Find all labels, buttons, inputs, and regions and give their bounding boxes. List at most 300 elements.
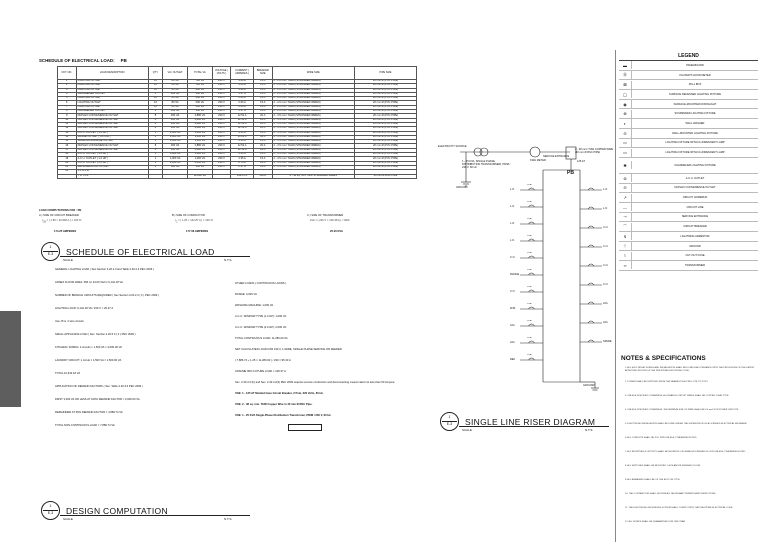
continuous-line: Sec. 2.30.4.3 (b) and Sec. 2.30.4.2(3) PEC 2009 requires service conductors and disconnecting means rated not less than 60 Ampere.: [235, 381, 396, 384]
table-cell: 600 VA: [187, 101, 212, 105]
legend-item-label: CUT-OUT FUSE: [685, 254, 705, 258]
duplex-outlet-icon: ⊖: [619, 184, 632, 192]
wall-light-icon: ⊖: [619, 125, 632, 141]
branch-load-label: L.O.: [510, 188, 515, 191]
table-cell: 8: [148, 148, 162, 152]
table-cell: 2 - 3.5 mm² THHN (STRANDED WIRES): [272, 140, 355, 144]
table-cell: 13.04 A: [231, 135, 254, 139]
legend-item: [619, 232, 758, 242]
table-cell: 12.52 A: [231, 122, 254, 126]
table-cell: 230 V: [212, 144, 231, 148]
schedule-header-cell: WIRE SIZE: [272, 67, 355, 80]
legend-item: [619, 71, 758, 81]
table-cell: 230 V: [212, 165, 231, 169]
schedule-header-row: [58, 67, 417, 80]
nts-label: N.T.S.: [224, 517, 233, 521]
branch-load-label: ACU: [510, 324, 516, 327]
kwh-meter-icon: [530, 147, 540, 157]
note-item: 1. ALL ELECTRICAL WORKS AND INSTALLATION SHALL BE DONE IN ACCORDANCE WITH THE PROVISIONS OF THE LATEST APPROVED EDITION OF THE PHILIPPINE ELECTRICAL CODE.: [625, 367, 755, 372]
table-cell: A.C.U. OUTLET ( 1.0 HP ): [76, 153, 148, 157]
legend-item: [619, 139, 758, 149]
branch-load-label: W.M.: [510, 307, 516, 310]
table-cell: 10: [148, 97, 162, 101]
branch-load-label: L.O.: [510, 222, 515, 225]
nts-label: N.T.S.: [224, 258, 233, 262]
title-underline: [459, 426, 609, 427]
table-cell: LIGHTING OUTLET: [76, 84, 148, 88]
table-cell: 20 mm Ø (PVC PIPE): [355, 92, 417, 96]
table-cell: 600 VA: [187, 105, 212, 109]
table-cell: 360 VA: [187, 110, 212, 114]
table-cell: 20 mm Ø (PVC PIPE): [355, 110, 417, 114]
table-cell: 1,000 VA: [163, 157, 188, 161]
table-cell: 2: [58, 84, 77, 88]
legend-item: [619, 61, 758, 71]
branch-load-label: REF: [510, 358, 516, 361]
table-cell: 20 A: [253, 144, 272, 148]
legend-item: [619, 242, 758, 252]
table-cell: 12.52 A: [231, 114, 254, 118]
legend-item-label: SERVICE ENTRANCE: [681, 215, 709, 219]
table-cell: 360 VA: [163, 114, 188, 118]
branch-breaker-label: 15 AT: [527, 235, 533, 237]
table-cell: 15 A: [253, 80, 272, 84]
table-cell: 19: [58, 157, 77, 161]
riser-block-title: SINGLE LINE RISER DIAGRAM: [465, 416, 596, 427]
kwh-meter-icon: Ⓜ: [619, 71, 632, 79]
detail-bubble: 1 E-3: [41, 242, 60, 261]
table-cell: 8: [148, 127, 162, 131]
table-cell: 2 - 2.0 mm² THHN (STRANDED WIRES): [272, 97, 355, 101]
legend-divider: [615, 50, 616, 542]
table-cell: 80 VA: [163, 80, 188, 84]
table-cell: 4.35 A: [231, 140, 254, 144]
branch-load-label: C.O.: [603, 245, 609, 248]
legend-title: LEGEND: [619, 53, 758, 61]
load-comp-a-title: A.) SIZE OF CIRCUIT BREAKER: [39, 214, 79, 217]
service-entrance-icon: ⊸: [619, 213, 632, 221]
continuous-line: TOTAL CONTINUOUS LOAD: 11,280.00 VA: [235, 337, 288, 340]
title-underline: [60, 515, 250, 516]
table-cell: 20 mm Ø (PVC PIPE): [355, 135, 417, 139]
surface-downlight-icon: ◉: [619, 100, 632, 108]
table-cell: DUPLEX CONVENIENCE OUTLET: [76, 148, 148, 152]
branch-load-label: ACU: [510, 341, 516, 344]
note-item: 10. THE CONTRACTOR SHALL SECURE ALL NECESSARY PERMITS AND INSPECTIONS.: [625, 493, 716, 495]
legend-item-label: SURFACE-MOUNTED DOWNLIGHT: [673, 102, 717, 106]
legend-item: [619, 261, 758, 271]
load-comp-b-title: B.) SIZE OF CONDUCTOR: [172, 214, 205, 217]
table-cell: 80 VA: [163, 88, 188, 92]
branch-breaker-label: 15 AT: [527, 201, 533, 203]
breaker-icon: ⌒: [619, 223, 632, 231]
legend-item-label: CIRCUIT LINE: [686, 205, 704, 209]
load-comp-heading: LOAD COMPUTATIONS FOR : PB: [39, 209, 82, 212]
main-breaker: 150 A: [253, 174, 272, 178]
note-item: 12. ALL WORKS SHALL BE GUARANTEED FOR ONE YEAR.: [625, 521, 686, 523]
table-cell: LIGHTING OUTLET: [76, 88, 148, 92]
table-cell: 10: [148, 105, 162, 109]
scale-label: SCALE: [63, 258, 73, 262]
legend-item-label: LIGHTING FIXTURE WITH FLUORESCENT LAMP: [665, 151, 725, 155]
continuous-line: USE: 2 - 38 sq. mm. THW Copper Wire in 40 mm Ø RSC Pipe.: [235, 403, 313, 406]
feeder-label: 2 - 38 mm² THW COPPER WIRE (40 mm Ø RSC PIPE): [575, 148, 614, 154]
table-cell: 15 A: [253, 140, 272, 144]
table-cell: 11: [58, 122, 77, 126]
table-cell: DUPLEX CONVENIENCE OUTLET: [76, 127, 148, 131]
legend-item-label: DUPLEX CONVENIENCE OUTLET: [674, 186, 716, 190]
table-cell: 20 mm Ø (PVC PIPE): [355, 148, 417, 152]
table-cell: 20 mm Ø (PVC PIPE): [355, 97, 417, 101]
legend-item-label: CIRCUIT HOMERUN: [682, 196, 708, 200]
schedule-header-cell: VA / OUTLET: [163, 67, 188, 80]
title-underline: [60, 256, 250, 257]
table-cell: 1,000 VA: [187, 140, 212, 144]
table-cell: 15 A: [253, 105, 272, 109]
table-cell: 360 VA: [163, 122, 188, 126]
table-cell: 800 VA: [187, 88, 212, 92]
table-cell: 2 - 2.0 mm² THHN (STRANDED WIRES): [272, 110, 355, 114]
table-cell: 1: [148, 140, 162, 144]
table-cell: 3: [58, 88, 77, 92]
branch-load-label: L.O.: [510, 205, 515, 208]
fluorescent-icon: ▭: [619, 139, 632, 147]
table-cell: 22: [58, 170, 77, 174]
table-cell: 18: [58, 153, 77, 157]
table-cell: 1: [148, 153, 162, 157]
load-comp-a-formula: $I_{CB}$ = [ 1.80 × 32,860 A ] × 100 %: [42, 219, 82, 224]
legend-item: [619, 158, 758, 174]
table-cell: DUPLEX CONVENIENCE OUTLET: [76, 118, 148, 122]
table-cell: 1: [58, 80, 77, 84]
table-cell: 3.48 A: [231, 88, 254, 92]
table-cell: 4.35 A: [231, 153, 254, 157]
table-cell: 2 - 3.5 mm² THHN (STRANDED WIRES): [272, 131, 355, 135]
table-cell: 2,880 VA: [187, 122, 212, 126]
table-cell: 6: [58, 101, 77, 105]
table-cell: 15 A: [253, 165, 272, 169]
note-item: 5. ELECTRICAL INSTALLATION SHALL BE DONE UNDER THE SUPERVISION OF A LICENSED ELECTRICAL ENGINEER.: [625, 423, 748, 425]
legend-item: [619, 148, 758, 158]
continuous-line: OTHER LOADS ( CONTINUOUS LOADS ): [235, 282, 287, 285]
table-cell: 1.57 A: [231, 110, 254, 114]
continuous-line: RANGE: 3,000 VA: [235, 293, 257, 296]
table-cell: 500 VA: [163, 165, 188, 169]
table-cell: 8: [148, 122, 162, 126]
table-cell: 20 A: [253, 114, 272, 118]
main-wire: 2 - 38 sq. mm. THW STRANDED WIRES: [272, 174, 355, 178]
table-cell: 20 mm Ø (PVC PIPE): [355, 122, 417, 126]
table-cell: 2 - 3.5 mm² THHN (STRANDED WIRES): [272, 127, 355, 131]
table-cell: 3,000 VA: [163, 135, 188, 139]
branch-load-label: RANGE: [510, 273, 520, 276]
table-cell: 80 VA: [163, 101, 188, 105]
panel-label: PB: [567, 170, 574, 176]
table-cell: 10: [58, 118, 77, 122]
legend-item: [619, 109, 758, 119]
note-item: 8. ALL SWITCHES SHALL BE MOUNTED 1.40 M ABOVE FINISHED FLOOR.: [625, 465, 701, 467]
table-cell: 8: [58, 110, 77, 114]
legend-item-label: TRANSFORMER: [684, 263, 706, 267]
table-cell: 4: [58, 92, 77, 96]
table-cell: 2 - 3.5 mm² THHN (STRANDED WIRES): [272, 118, 355, 122]
table-cell: 20 mm Ø (PVC PIPE): [355, 140, 417, 144]
cutout-icon: ⌇: [619, 252, 632, 260]
pull-box-icon: ⊠: [619, 81, 632, 89]
table-cell: 4.35 A: [231, 131, 254, 135]
schedule-title: SCHEDULE OF ELECTRICAL LOAD: PB: [39, 58, 127, 63]
design-line: FIRST 3,000 VA OR LESS AT 100% DEMAND FACTOR = 3,000.00 VA: [55, 398, 140, 401]
main-breaker-label: 125 AT: [577, 160, 586, 163]
legend-item-label: SURFACE RECESSED LIGHTING FIXTURE: [668, 92, 722, 96]
branch-load-label: SPARE: [603, 340, 612, 343]
legend-item-label: GROUND: [689, 244, 701, 248]
table-cell: 12.52 A: [231, 148, 254, 152]
panelboard-icon: ▬: [619, 61, 632, 69]
acu-outlet-icon: ⊜: [619, 174, 632, 182]
table-cell: 1.57 A: [231, 92, 254, 96]
table-cell: 17: [58, 148, 77, 152]
table-cell: 2.60 A: [231, 105, 254, 109]
branch-breaker-label: 15 AT: [527, 269, 533, 271]
service-entrance-label: SERVICE ENTRANCE: [543, 155, 570, 158]
table-cell: 230 V: [212, 80, 231, 84]
table-cell: 230 V: [212, 131, 231, 135]
table-cell: 12.52 A: [231, 144, 254, 148]
arrester-icon: ↯: [619, 232, 632, 240]
table-cell: 10: [148, 101, 162, 105]
ground-label: GROUND: [456, 186, 468, 189]
detail-bubble: 1 E-3: [440, 412, 459, 431]
legend-item-label: LIGHTING FIXTURE WITH FLUORESCENT LAMP: [665, 141, 725, 145]
table-cell: 230 V: [212, 97, 231, 101]
table-cell: 12: [58, 127, 77, 131]
continuous-line: ASSUME 90% FUTURE LOAD = 106.37 A: [235, 370, 286, 373]
homerun-icon: ↗: [619, 194, 632, 202]
table-cell: 20 A: [253, 118, 272, 122]
design-line: TOTAL NON-CONTINUOUS LOAD = 7,886.74 VA: [55, 424, 115, 427]
table-cell: DUPLEX CONVENIENCE OUTLET: [76, 144, 148, 148]
table-cell: 3.08 A: [231, 84, 254, 88]
table-cell: 8: [148, 144, 162, 148]
table-cell: 2 - 2.0 mm² THHN (STRANDED WIRES): [272, 101, 355, 105]
branch-load-label: ACU: [603, 302, 609, 305]
table-cell: 80 VA: [163, 97, 188, 101]
table-cell: 3,000 VA: [187, 135, 212, 139]
continuous-line: A.C.U. WINDOW TYPE (2.0 HP): 2,000 VA: [235, 326, 287, 329]
note-item: 6. ALL CONDUITS SHALL BE PVC PIPE UNLESS OTHERWISE NOTED.: [625, 437, 697, 439]
table-cell: 15 A: [253, 131, 272, 135]
table-cell: 230 V: [212, 118, 231, 122]
design-line: TOTAL 10,642.18 VA: [55, 372, 81, 375]
load-comp-b-result: 177.08 AMPERES: [186, 230, 209, 233]
legend-item-label: WALL WASHER: [685, 121, 705, 125]
schedule-body: [58, 80, 417, 175]
table-cell: 20 A: [253, 122, 272, 126]
table-cell: 2 - 3.5 mm² THHN (STRANDED WIRES): [272, 144, 355, 148]
legend-item: [619, 213, 758, 223]
design-line: APPLICATION OF DEMAND FACTORS ( Sec. Table 2.20.3.3 PEC 2009 ): [55, 385, 143, 388]
table-cell: 2.60 A: [231, 97, 254, 101]
branch-load-label: ACU: [603, 321, 609, 324]
branch-load-label: C.O.: [510, 290, 516, 293]
schedule-header-cell: BREAKER SIZE: [253, 67, 272, 80]
total-va: 32,860 VA: [187, 174, 212, 178]
table-cell: 10: [148, 88, 162, 92]
table-cell: 360 VA: [163, 92, 188, 96]
schedule-header-cell: CURRENT ( AMPERES ): [231, 67, 254, 80]
table-cell: 20 A: [253, 161, 272, 165]
table-cell: LIGHTING OUTLET: [76, 97, 148, 101]
design-line: LAUNDRY CIRCUIT: 1 circuit × 1,500 VA = 1,500.00 VA: [55, 359, 122, 362]
table-cell: 2 - 2.0 mm² THHN (STRANDED WIRES): [272, 84, 355, 88]
fluorescent-2-icon: ▭: [619, 149, 632, 157]
load-comp-a-result: 174.25 AMPERES: [54, 230, 77, 233]
legend-item: [619, 184, 758, 194]
table-cell: 2,880 VA: [187, 118, 212, 122]
schedule-total-row: [58, 174, 417, 178]
table-cell: 15 A: [253, 84, 272, 88]
legend-item: [619, 203, 758, 213]
table-cell: 230 V: [212, 122, 231, 126]
table-cell: 1: [148, 135, 162, 139]
table-cell: 2 - 3.5 mm² THHN (STRANDED WIRES): [272, 153, 355, 157]
table-cell: 12.52 A: [231, 118, 254, 122]
table-cell: 1,000 VA: [163, 140, 188, 144]
table-cell: 360 VA: [163, 148, 188, 152]
table-cell: 720 VA: [187, 80, 212, 84]
total-current: 142.87 A: [231, 174, 254, 178]
result-box: [288, 424, 322, 431]
branch-breaker-label: 15 AT: [527, 320, 533, 322]
table-cell: 2,880 VA: [187, 127, 212, 131]
table-cell: 2 - 3.5 mm² THHN (STRANDED WIRES): [272, 157, 355, 161]
table-cell: 360 VA: [163, 144, 188, 148]
table-cell: 360 VA: [163, 110, 188, 114]
table-cell: 20 A: [253, 127, 272, 131]
continuous-line: USE: 1 - 125 AT Molded Case Circuit Breaker, 2 Pole, 220 Volts, 60 Hz.: [235, 392, 324, 395]
table-cell: 2 - 3.5 mm² THHN (STRANDED WIRES): [272, 165, 355, 169]
table-cell: 230 V: [212, 84, 231, 88]
note-item: 7. ALL RECEPTACLE OUTLETS SHALL BE MOUNTED 0.30 M ABOVE FINISHED FLOOR UNLESS OTHERWISE NOTED.: [625, 451, 746, 453]
riser-diagram: [430, 130, 615, 395]
table-cell: 15: [58, 140, 77, 144]
wall-washer-icon: ◐: [619, 119, 632, 127]
schedule-header-cell: TOTAL VA: [187, 67, 212, 80]
legend-item-label: CIRCUIT BREAKER: [683, 225, 707, 229]
legend-item-label: KILOWATT-HOUR METER: [679, 73, 711, 77]
legend-item: [619, 251, 758, 261]
schedule-table: [57, 66, 417, 179]
breaker-icon: [588, 188, 594, 190]
branch-breaker-label: 15 AT: [527, 337, 533, 339]
table-cell: 20 mm Ø (PVC PIPE): [355, 114, 417, 118]
chandelier-icon: ✱: [619, 161, 632, 169]
grounding-label: GROUND: [583, 384, 595, 387]
legend-item-label: PANELBOARD: [686, 63, 704, 67]
table-cell: 8.70 A: [231, 161, 254, 165]
table-cell: 15 A: [253, 157, 272, 161]
design-line: ANNEX FLOOR AREA: 256 m² 24.00 VA/m² 6,142.18 VA: [55, 281, 123, 284]
table-cell: 2 - 2.0 mm² THHN (STRANDED WIRES): [272, 105, 355, 109]
legend-item-label: LIGHTNING ARRESTOR: [680, 234, 710, 238]
table-cell: 720 VA: [187, 84, 212, 88]
table-cell: 4.35 A: [231, 157, 254, 161]
table-cell: 20 mm Ø (PVC PIPE): [355, 153, 417, 157]
table-cell: 15 A: [253, 88, 272, 92]
table-cell: 9: [58, 114, 77, 118]
load-comp-c-result: 25.00 KVA: [330, 230, 343, 233]
table-cell: 1,000 VA: [163, 131, 188, 135]
table-cell: 1: [148, 131, 162, 135]
legend-panel: [619, 53, 758, 271]
table-cell: A.C.U. OUTLET ( 1.0 HP ): [76, 131, 148, 135]
table-cell: REFRIGERATOR OUTLET: [76, 165, 148, 169]
table-cell: 20 mm Ø (PVC PIPE): [355, 84, 417, 88]
table-cell: 30 A: [253, 135, 272, 139]
table-cell: 500 VA: [187, 165, 212, 169]
branch-load-label: C.O.: [603, 264, 609, 267]
design-line: LIGHTING LOAD: 6,142.18 VA / 230 V = 26.27 A: [55, 307, 114, 310]
table-cell: 15 A: [253, 110, 272, 114]
table-cell: 1,000 VA: [187, 157, 212, 161]
table-cell: 21: [58, 165, 77, 169]
table-cell: 15 A: [253, 153, 272, 157]
table-cell: 230 V: [212, 114, 231, 118]
design-line: KITCHEN / DINING: 2 circuits × 1,500 VA = 3,000.00 VA: [55, 346, 122, 349]
table-cell: 230 V: [212, 135, 231, 139]
table-cell: 15 A: [253, 97, 272, 101]
schedule-header-cell: VOLTAGE ( VOLTS ): [212, 67, 231, 80]
legend-item-label: PULL BOX: [688, 83, 702, 87]
branch-load-label: L.O.: [510, 239, 515, 242]
table-cell: 2 - 3.5 mm² THHN (STRANDED WIRES): [272, 114, 355, 118]
table-cell: 20: [58, 161, 77, 165]
design-line: NUMBER OF BRANCH CIRCUITS REQUIRED ( Sec.Section 3.20.2.3 ( b ) PEC 2009 ): [55, 294, 159, 297]
detail-bubble: 1 E-3: [41, 501, 60, 520]
table-cell: 2,880 VA: [187, 144, 212, 148]
note-item: 9. ALL BREAKERS SHALL BE OF THE BOLT-ON TYPE.: [625, 479, 681, 481]
legend-item: [619, 119, 758, 129]
branch-load-label: L.O.: [603, 207, 608, 210]
table-cell: 230 V: [212, 153, 231, 157]
table-cell: 360 VA: [163, 127, 188, 131]
branch-load-label: C.O.: [603, 226, 609, 229]
table-cell: 15 A: [253, 92, 272, 96]
legend-item-label: WALL-MOUNTED LIGHTING FIXTURE: [672, 131, 718, 135]
table-cell: 2,880 VA: [187, 148, 212, 152]
note-item: 11. THE ELECTRICAL GROUNDING SYSTEM SHALL COMPLY WITH THE PHILIPPINE ELECTRICAL CODE.: [625, 507, 734, 509]
table-cell: 2.17 A: [231, 165, 254, 169]
table-cell: 600 VA: [187, 97, 212, 101]
table-cell: 14: [58, 135, 77, 139]
branch-load-label: C.O.: [510, 256, 516, 259]
table-cell: 15 A: [253, 101, 272, 105]
table-cell: 230 V: [212, 92, 231, 96]
table-cell: 2 - 3.5 mm² THHN (STRANDED WIRES): [272, 161, 355, 165]
table-cell: A.C.U. OUTLET ( 2.0 HP ): [76, 161, 148, 165]
nts-label: N.T.S.: [585, 428, 594, 432]
design-line: SMALL APPLIANCE LOAD ( Sec. Section 2.20.5.3 ( b ) PEC 2009 ): [55, 333, 136, 336]
table-cell: 8: [148, 114, 162, 118]
kwh-meter-label: KWH METER: [530, 159, 546, 162]
design-line: GENERAL LIGHTING LOAD ( Sec.Section 3.20.2.3 and Table 2.20.2.3 PEC 2009 ): [55, 268, 154, 271]
table-cell: 2,000 VA: [187, 161, 212, 165]
schedule-header-cell: PIPE SIZE: [355, 67, 417, 80]
legend-item-label: SUSPENDED LIGHTING FIXTURE: [674, 112, 716, 116]
table-cell: 20 mm Ø (PVC PIPE): [355, 165, 417, 169]
scale-label: SCALE: [63, 517, 73, 521]
